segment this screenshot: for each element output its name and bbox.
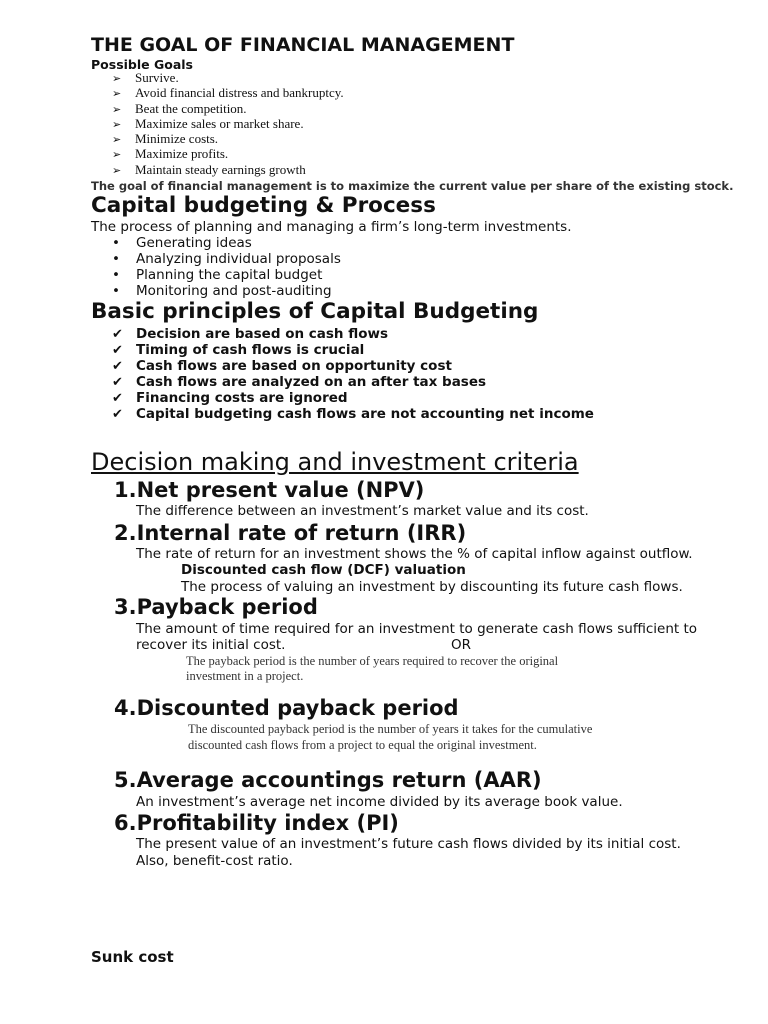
pi-text-line2: Also, benefit-cost ratio.	[136, 853, 293, 869]
arrow-bullet-icon: ➢	[112, 163, 122, 177]
bullet-icon: •	[112, 283, 120, 299]
capital-budgeting-steps	[112, 235, 341, 299]
list-item: ➢ Minimize costs.	[112, 131, 219, 147]
principles-heading: Basic principles of Capital Budgeting	[91, 299, 539, 324]
bullet-icon: •	[112, 235, 120, 251]
list-item: ➢ Maximize sales or market share.	[112, 115, 304, 131]
arrow-bullet-icon: ➢	[112, 72, 122, 85]
bullet-icon: •	[112, 251, 120, 267]
list-item: • Monitoring and post-auditing	[112, 283, 332, 299]
pi-title: 6.Profitability index (PI)	[114, 811, 399, 835]
list-item: ➢ Beat the competition.	[112, 100, 247, 116]
payback-text-line2: recover its initial cost.	[136, 637, 286, 653]
checkmark-icon: ✔	[112, 375, 123, 390]
checkmark-icon: ✔	[112, 343, 123, 358]
dcf-title: Discounted cash flow (DCF) valuation	[181, 562, 466, 578]
discounted-payback-title: 4.Discounted payback period	[114, 696, 459, 720]
irr-text: The rate of return for an investment shows the % of capital inflow against outflow.	[136, 546, 693, 562]
npv-title: 1.Net present value (NPV)	[114, 478, 425, 502]
pi-text-line1: The present value of an investment’s future cash flows divided by its initial cost.	[136, 836, 681, 852]
payback-title: 3.Payback period	[114, 595, 318, 619]
arrow-bullet-icon: ➢	[112, 133, 122, 147]
list-item: ✔ Financing costs are ignored	[112, 390, 348, 406]
list-item: ➢ Maximize profits.	[112, 146, 229, 162]
principles-list	[112, 326, 594, 422]
capital-budgeting-heading: Capital budgeting & Process	[91, 193, 436, 218]
list-item: • Analyzing individual proposals	[112, 251, 341, 267]
list-item: • Planning the capital budget	[112, 267, 323, 283]
npv-text: The difference between an investment’s market value and its cost.	[136, 503, 589, 519]
capital-budgeting-description: The process of planning and managing a firm’s long-term investments.	[91, 219, 572, 235]
or-label: OR	[451, 637, 472, 653]
list-item: ✔ Decision are based on cash flows	[112, 326, 389, 342]
arrow-bullet-icon: ➢	[112, 87, 122, 101]
aar-text: An investment’s average net income divided by its average book value.	[136, 794, 623, 810]
decision-heading: Decision making and investment criteria	[91, 448, 579, 476]
list-item: ➢ Avoid financial distress and bankruptcy.	[112, 85, 344, 101]
payback-text-line1: The amount of time required for an investment to generate cash flows sufficient to	[136, 621, 698, 637]
list-item: ➢ Maintain steady earnings growth	[112, 161, 306, 177]
list-item: ✔ Capital budgeting cash flows are not accounting net income	[112, 406, 594, 422]
checkmark-icon: ✔	[112, 407, 123, 422]
checkmark-icon: ✔	[112, 391, 123, 406]
arrow-bullet-icon: ➢	[112, 117, 122, 131]
arrow-bullet-icon: ➢	[112, 102, 122, 116]
aar-title: 5.Average accountings return (AAR)	[114, 768, 542, 792]
goal-statement: The goal of financial management is to maximize the current value per share of the existing stock.	[91, 179, 734, 193]
possible-goals-list	[112, 70, 344, 177]
checkmark-icon: ✔	[112, 359, 123, 374]
payback-alt-line2: investment in a project.	[186, 669, 304, 683]
discounted-payback-line1: The discounted payback period is the number of years it takes for the cumulative	[188, 722, 593, 736]
list-item: ✔ Timing of cash flows is crucial	[112, 342, 365, 358]
discounted-payback-line2: discounted cash flows from a project to equal the original investment.	[188, 738, 537, 752]
page-title: THE GOAL OF FINANCIAL MANAGEMENT	[91, 34, 515, 56]
possible-goals-label: Possible Goals	[91, 57, 193, 72]
bullet-icon: •	[112, 267, 120, 283]
checkmark-icon: ✔	[112, 327, 123, 342]
dcf-text: The process of valuing an investment by discounting its future cash flows.	[181, 579, 683, 595]
arrow-bullet-icon: ➢	[112, 148, 122, 162]
list-item: ✔ Cash flows are analyzed on an after tax bases	[112, 374, 487, 390]
payback-alt-line1: The payback period is the number of years required to recover the original	[186, 654, 559, 668]
irr-title: 2.Internal rate of return (IRR)	[114, 521, 467, 545]
sunk-cost-heading: Sunk cost	[91, 948, 174, 966]
list-item: ➢ Survive.	[112, 70, 179, 85]
list-item: • Generating ideas	[112, 235, 252, 251]
list-item: ✔ Cash flows are based on opportunity cost	[112, 358, 452, 374]
